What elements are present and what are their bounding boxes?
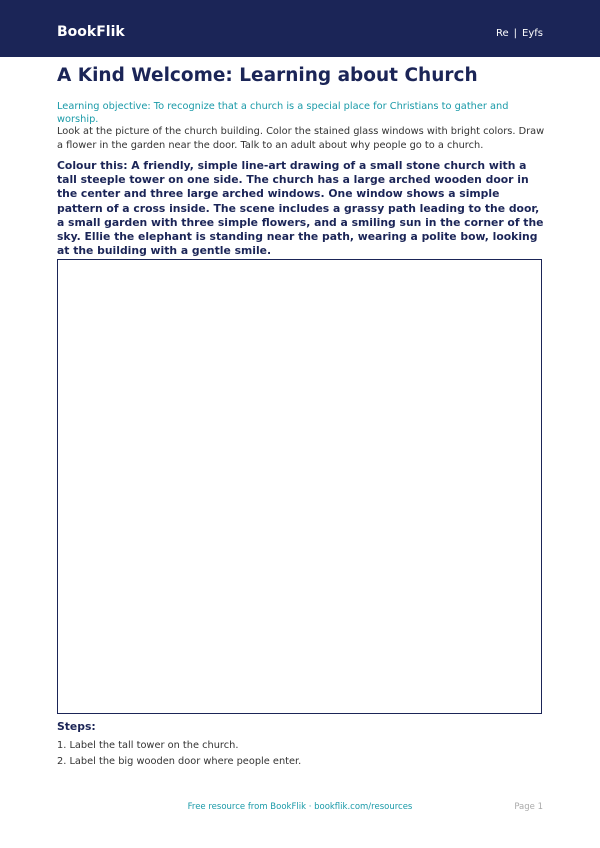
learning-objective: Learning objective: To recognize that a church is a special place for Christians to gather and worship. xyxy=(57,101,509,125)
instructions-text: Look at the picture of the church building. Color the stained glass windows with bright colors. Draw a flower in the garden near the door. Talk to an adult about why people go to a church. xyxy=(57,126,545,151)
colouring-drawing-area[interactable] xyxy=(57,259,542,714)
subject-level-meta xyxy=(496,28,543,40)
colour-this-prompt: Colour this: A friendly, simple line-art drawing of a small stone church with a tall steeple tower on one side. The church has a large arched wooden door in the center and three large arched windows. One window shows a simple pattern of a cross inside. The scene includes a grassy path leading to the door, a small garden with three simple flowers, and a smiling sun in the corner of the sky. Ellie the elephant is standing near the path, wearing a polite bow, looking at the building with a gentle smile. xyxy=(57,159,544,258)
header-bar xyxy=(0,0,600,57)
meta-separator: | xyxy=(513,28,518,39)
step-item: 1. Label the tall tower on the church. xyxy=(57,740,239,751)
brand-logo-text[interactable]: BookFlik xyxy=(57,24,125,40)
footer-resource-link[interactable]: Free resource from BookFlik · bookflik.com/resources xyxy=(187,802,413,812)
worksheet-title: A Kind Welcome: Learning about Church xyxy=(57,65,478,86)
page-number: Page 1 xyxy=(514,802,543,812)
step-item: 2. Label the big wooden door where people enter. xyxy=(57,755,302,767)
subject-label: Re xyxy=(496,28,509,39)
steps-heading: Steps: xyxy=(57,720,96,733)
steps-list xyxy=(57,738,547,769)
level-label: Eyfs xyxy=(522,28,543,39)
